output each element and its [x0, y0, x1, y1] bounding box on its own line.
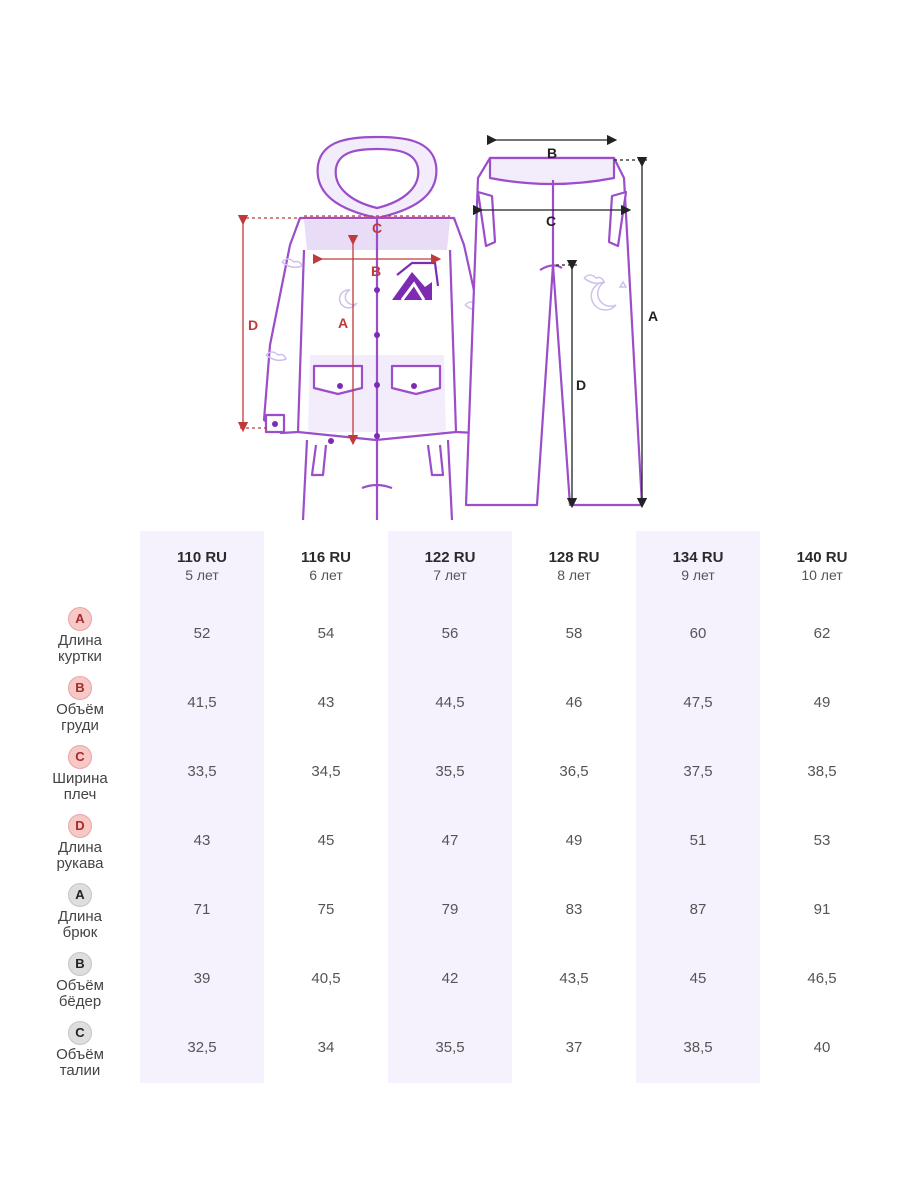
column-highlight: [636, 531, 760, 1083]
table-cell: 37,5: [683, 763, 713, 780]
table-cell: 58: [565, 625, 583, 642]
column-age: 7 лет: [433, 567, 467, 583]
column-header: [512, 549, 636, 583]
table-cell: 87: [689, 901, 707, 918]
table-cell: 49: [813, 694, 831, 711]
table-cell: 45: [317, 832, 335, 849]
pants-label-A: A: [648, 308, 659, 324]
column-age: 9 лет: [681, 567, 715, 583]
pants-label-C: C: [546, 213, 557, 229]
pants-label-B: B: [547, 145, 558, 161]
table-cell: 75: [317, 901, 335, 918]
pants-letter-badge: A: [68, 883, 92, 907]
row-label-line: Объём: [56, 1046, 104, 1063]
jacket-letter-badge: C: [68, 745, 92, 769]
jacket-letter-badge: D: [68, 814, 92, 838]
right-pocket-flap: [392, 366, 440, 394]
pants-letter-badge: C: [68, 1021, 92, 1045]
column-size: 134 RU: [672, 549, 724, 566]
row-label-line: плеч: [63, 786, 97, 803]
row-label-line: Объём: [56, 977, 104, 994]
row-label: [30, 607, 130, 665]
column-highlight: [388, 531, 512, 1083]
column-age: 5 лет: [185, 567, 219, 583]
row-label-line: Объём: [56, 701, 104, 718]
table-cell: 34,5: [311, 763, 341, 780]
table-cell: 53: [813, 832, 831, 849]
table-cell: 49: [565, 832, 583, 849]
table-cell: 40,5: [311, 970, 341, 987]
drawcord: [362, 446, 392, 520]
row-label-line: куртки: [58, 648, 102, 665]
column-header: [760, 549, 884, 583]
row-label-line: бёдер: [58, 993, 102, 1010]
column-highlight: [140, 531, 264, 1083]
garment-diagram: [0, 0, 900, 520]
row-label-line: груди: [61, 717, 99, 734]
table-cell: 41,5: [187, 694, 217, 711]
table-cell: 60: [689, 625, 707, 642]
column-size: 116 RU: [300, 549, 352, 566]
column-header: [388, 549, 512, 583]
table-cell: 36,5: [559, 763, 589, 780]
row-label: [30, 952, 130, 1010]
table-cell: 83: [565, 901, 583, 918]
row-label-line: Длина: [58, 839, 102, 856]
table-cell: 51: [689, 832, 707, 849]
size-chart-table: [0, 531, 900, 1083]
row-label-line: Ширина: [52, 770, 108, 787]
left-pocket-flap: [314, 366, 362, 394]
table-cell: 71: [193, 901, 211, 918]
table-cell: 37: [565, 1039, 583, 1056]
table-cell: 91: [813, 901, 831, 918]
column-size: 140 RU: [796, 549, 848, 566]
column-size: 128 RU: [548, 549, 600, 566]
table-cell: 39: [193, 970, 211, 987]
column-age: 8 лет: [557, 567, 591, 583]
column-size: 122 RU: [424, 549, 476, 566]
row-label: [30, 883, 130, 941]
row-label-line: Длина: [58, 632, 102, 649]
table-cell: 56: [441, 625, 459, 642]
table-cell: 38,5: [683, 1039, 713, 1056]
table-cell: 52: [193, 625, 211, 642]
table-cell: 42: [441, 970, 459, 987]
jacket-label-A: A: [338, 315, 349, 331]
jacket-letter-badge: A: [68, 607, 92, 631]
table-cell: 79: [441, 901, 459, 918]
column-age: 6 лет: [309, 567, 343, 583]
row-label-line: талии: [59, 1062, 101, 1079]
column-header: [636, 549, 760, 583]
table-cell: 35,5: [435, 763, 465, 780]
table-cell: 43: [193, 832, 211, 849]
table-cell: 44,5: [435, 694, 465, 711]
table-cell: 47,5: [683, 694, 713, 711]
table-cell: 32,5: [187, 1039, 217, 1056]
row-label: [30, 676, 130, 734]
table-cell: 38,5: [807, 763, 837, 780]
table-cell: 46,5: [807, 970, 837, 987]
row-label-line: рукава: [56, 855, 104, 872]
left-sleeve: [264, 218, 304, 433]
pants-letter-badge: B: [68, 952, 92, 976]
jacket-letter-badge: B: [68, 676, 92, 700]
table-cell: 47: [441, 832, 459, 849]
row-label: [30, 1021, 130, 1079]
table-cell: 46: [565, 694, 583, 711]
table-cell: 45: [689, 970, 707, 987]
jacket-label-D: D: [248, 317, 259, 333]
table-cell: 54: [317, 625, 335, 642]
row-label: [30, 814, 130, 872]
table-cell: 43: [317, 694, 335, 711]
table-cell: 34: [317, 1039, 335, 1056]
table-cell: 40: [813, 1039, 831, 1056]
pants-label-D: D: [576, 377, 587, 393]
column-age: 10 лет: [801, 567, 843, 583]
table-cell: 62: [813, 625, 831, 642]
jacket-label-C: C: [372, 220, 383, 236]
jacket-drawing: [264, 137, 493, 520]
column-header: [140, 549, 264, 583]
row-label-line: брюк: [62, 924, 98, 941]
table-cell: 35,5: [435, 1039, 465, 1056]
table-cell: 33,5: [187, 763, 217, 780]
row-label-line: Длина: [58, 908, 102, 925]
measurement-illustration: [0, 0, 900, 520]
table-cell: 43,5: [559, 970, 589, 987]
jacket-label-B: B: [371, 263, 382, 279]
column-size: 110 RU: [176, 549, 228, 566]
column-header: [264, 549, 388, 583]
row-label: [30, 745, 130, 803]
